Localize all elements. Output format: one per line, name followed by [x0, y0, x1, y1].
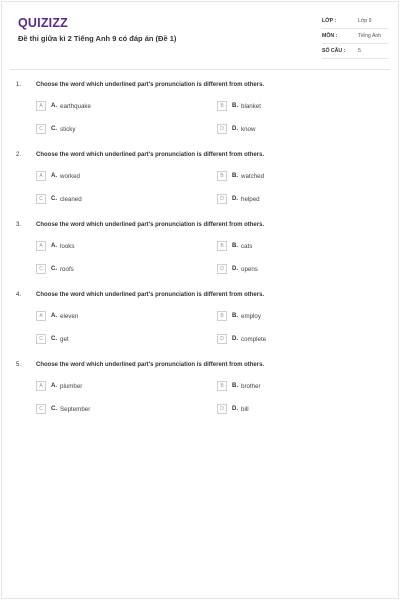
- option-text: cleaned: [60, 195, 82, 203]
- option-checkbox[interactable]: C: [36, 194, 46, 204]
- option-text: roofs: [60, 265, 74, 273]
- meta-value: Lớp 9: [358, 18, 372, 24]
- meta-row-class: [322, 14, 388, 29]
- meta-value: Tiếng Anh: [358, 33, 382, 39]
- answer-option[interactable]: [36, 333, 69, 345]
- meta-label: SỐ CÂU :: [322, 48, 346, 54]
- option-text: eleven: [60, 312, 79, 320]
- option-letter: B.: [232, 243, 238, 249]
- option-checkbox[interactable]: A: [36, 171, 46, 181]
- meta-row-subject: [322, 29, 388, 44]
- question-number: 5.: [16, 362, 22, 368]
- option-checkbox[interactable]: C: [36, 404, 46, 414]
- option-letter: C.: [51, 266, 57, 272]
- answer-option[interactable]: [217, 170, 264, 182]
- meta-value: 5: [358, 48, 361, 54]
- answer-option[interactable]: [36, 403, 90, 415]
- option-text: September: [60, 405, 91, 413]
- meta-row-question-count: [322, 44, 388, 59]
- answer-option[interactable]: [217, 123, 255, 135]
- option-checkbox[interactable]: B: [217, 381, 227, 391]
- option-text: helped: [241, 195, 260, 203]
- answer-option[interactable]: [217, 240, 252, 252]
- question-5: [14, 360, 390, 430]
- quizizz-logo: QUIZIZZ: [18, 16, 69, 30]
- option-text: earthquake: [60, 102, 91, 110]
- option-checkbox[interactable]: A: [36, 381, 46, 391]
- option-letter: B.: [232, 173, 238, 179]
- option-text: sticky: [60, 125, 76, 133]
- question-text: Choose the word which underlined part's pronunciation is different from others.: [36, 82, 265, 88]
- option-text: complete: [241, 335, 267, 343]
- option-text: employ: [241, 312, 261, 320]
- answer-option[interactable]: [36, 310, 78, 322]
- question-list: [14, 80, 390, 430]
- option-text: looks: [60, 242, 75, 250]
- answer-option[interactable]: [217, 333, 266, 345]
- answer-option[interactable]: [36, 100, 91, 112]
- option-checkbox[interactable]: D: [217, 264, 227, 274]
- question-text: Choose the word which underlined part's pronunciation is different from others.: [36, 152, 265, 158]
- option-checkbox[interactable]: D: [217, 404, 227, 414]
- question-text: Choose the word which underlined part's pronunciation is different from others.: [36, 362, 265, 368]
- option-checkbox[interactable]: A: [36, 311, 46, 321]
- option-checkbox[interactable]: D: [217, 124, 227, 134]
- option-checkbox[interactable]: B: [217, 101, 227, 111]
- answer-option[interactable]: [36, 170, 80, 182]
- question-4: [14, 290, 390, 360]
- option-text: cats: [241, 242, 253, 250]
- option-letter: A.: [51, 103, 57, 109]
- option-checkbox[interactable]: C: [36, 334, 46, 344]
- answer-option[interactable]: [36, 193, 82, 205]
- option-text: blanket: [241, 102, 261, 110]
- option-letter: D.: [232, 336, 238, 342]
- option-letter: D.: [232, 196, 238, 202]
- option-letter: A.: [51, 173, 57, 179]
- option-letter: D.: [232, 406, 238, 412]
- option-letter: C.: [51, 126, 57, 132]
- question-text: Choose the word which underlined part's pronunciation is different from others.: [36, 222, 265, 228]
- option-letter: D.: [232, 266, 238, 272]
- answer-option[interactable]: [217, 193, 260, 205]
- question-1: [14, 80, 390, 150]
- option-text: get: [60, 335, 69, 343]
- option-letter: C.: [51, 196, 57, 202]
- option-checkbox[interactable]: B: [217, 241, 227, 251]
- meta-label: LỚP :: [322, 18, 337, 24]
- header-divider: [10, 69, 390, 70]
- answer-option[interactable]: [36, 240, 74, 252]
- option-text: opens: [241, 265, 258, 273]
- option-letter: B.: [232, 313, 238, 319]
- question-text: Choose the word which underlined part's pronunciation is different from others.: [36, 292, 265, 298]
- answer-option[interactable]: [217, 403, 249, 415]
- option-checkbox[interactable]: D: [217, 334, 227, 344]
- option-checkbox[interactable]: B: [217, 311, 227, 321]
- option-text: bill: [241, 405, 249, 413]
- answer-option[interactable]: [217, 310, 261, 322]
- option-letter: A.: [51, 313, 57, 319]
- option-letter: C.: [51, 406, 57, 412]
- option-text: watched: [241, 172, 265, 180]
- page-title: Đề thi giữa kì 2 Tiếng Anh 9 có đáp án (Đề 1): [18, 34, 177, 43]
- question-2: [14, 150, 390, 220]
- option-checkbox[interactable]: A: [36, 241, 46, 251]
- worksheet-page: [1, 1, 399, 599]
- question-number: 2.: [16, 152, 22, 158]
- option-letter: C.: [51, 336, 57, 342]
- meta-label: MÔN :: [322, 33, 338, 39]
- option-letter: A.: [51, 243, 57, 249]
- answer-option[interactable]: [217, 380, 261, 392]
- option-checkbox[interactable]: D: [217, 194, 227, 204]
- option-checkbox[interactable]: C: [36, 124, 46, 134]
- option-checkbox[interactable]: A: [36, 101, 46, 111]
- answer-option[interactable]: [217, 100, 261, 112]
- answer-option[interactable]: [217, 263, 258, 275]
- option-checkbox[interactable]: B: [217, 171, 227, 181]
- question-number: 3.: [16, 222, 22, 228]
- option-letter: B.: [232, 103, 238, 109]
- option-text: worked: [60, 172, 80, 180]
- question-number: 1.: [16, 82, 22, 88]
- answer-option[interactable]: [36, 263, 74, 275]
- option-text: know: [241, 125, 256, 133]
- option-letter: A.: [51, 383, 57, 389]
- meta-table: [322, 14, 388, 59]
- question-number: 4.: [16, 292, 22, 298]
- option-letter: B.: [232, 383, 238, 389]
- option-checkbox[interactable]: C: [36, 264, 46, 274]
- answer-option[interactable]: [36, 123, 75, 135]
- option-text: plumber: [60, 382, 83, 390]
- answer-option[interactable]: [36, 380, 82, 392]
- option-text: brother: [241, 382, 261, 390]
- question-3: [14, 220, 390, 290]
- option-letter: D.: [232, 126, 238, 132]
